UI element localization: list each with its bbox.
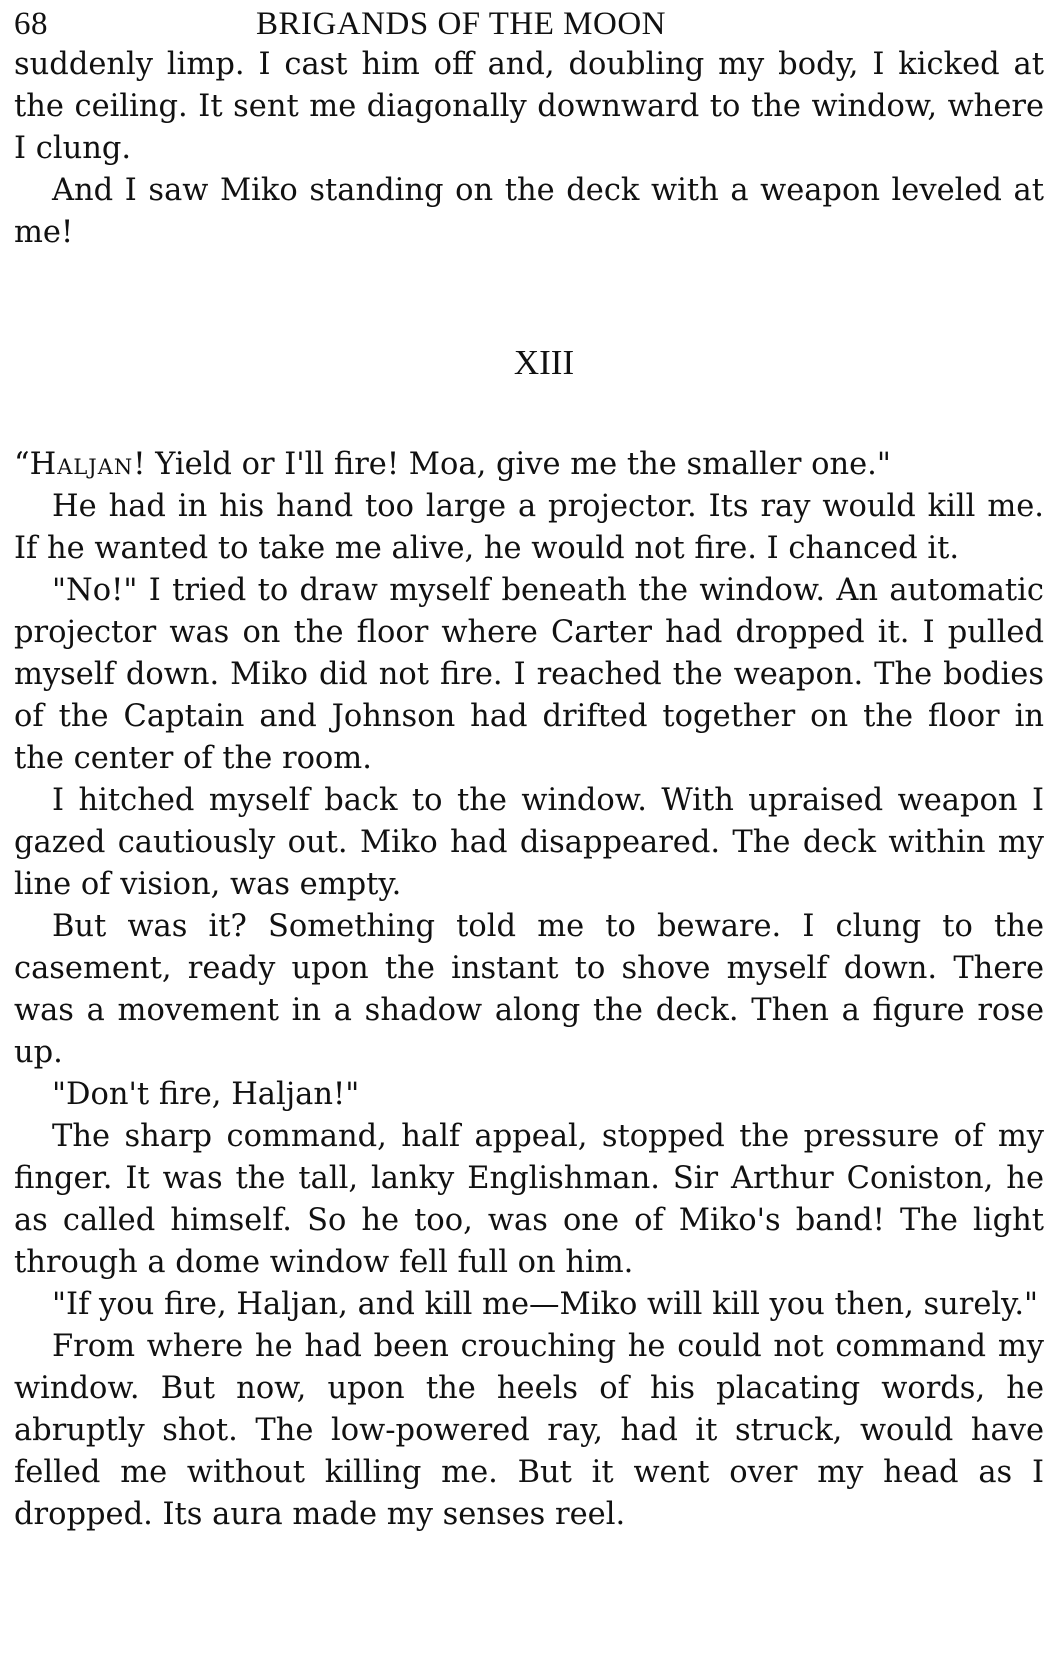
book-page bbox=[14, 0, 1044, 1536]
chapter-number: XIII bbox=[513, 343, 575, 382]
body-text bbox=[14, 44, 1044, 254]
speaker-name-smallcaps: Haljan bbox=[29, 447, 134, 482]
first-paragraph-rest: ! Yield or I'll fire! Moa, give me the smaller one." bbox=[133, 447, 891, 482]
paragraph: He had in his hand too large a projector. Its ray would kill me. If he wanted to take me alive, he would not fire. I chanced it. bbox=[14, 489, 1044, 566]
page-header bbox=[14, 0, 1044, 44]
chapter-text bbox=[14, 444, 1044, 1536]
paragraph: "No!" I tried to draw myself beneath the window. An automatic projector was on the floor where Carter had dropped it. I pulled myself down. Miko did not fire. I reached the weapon. The bodies of the Captain and Johnson had drifted together on the floor in the center of the room. bbox=[14, 573, 1044, 776]
chapter-heading bbox=[14, 342, 1044, 444]
chapter-first-paragraph: “Haljan! Yield or I'll fire! Moa, give me the smaller one." bbox=[14, 447, 891, 482]
paragraph-continued: suddenly limp. I cast him off and, doubling my body, I kicked at the ceiling. It sent me diagonally downward to the window, where I clung. bbox=[14, 47, 1044, 166]
paragraph: The sharp command, half appeal, stopped the pressure of my finger. It was the tall, lanky Englishman. Sir Arthur Coniston, he as called himself. So he too, was one of Miko's band! The light through a dome window fell full on him. bbox=[14, 1119, 1044, 1280]
page-number: 68 bbox=[14, 6, 48, 42]
running-title: BRIGANDS OF THE MOON bbox=[256, 6, 667, 42]
paragraph: "If you fire, Haljan, and kill me—Miko will kill you then, surely." bbox=[52, 1287, 1039, 1322]
paragraph: But was it? Something told me to beware. I clung to the casement, ready upon the instant to shove myself down. There was a movement in a shadow along the deck. Then a figure rose up. bbox=[14, 909, 1044, 1070]
paragraph: And I saw Miko standing on the deck with a weapon leveled at me! bbox=[14, 173, 1044, 250]
paragraph: I hitched myself back to the window. With upraised weapon I gazed cautiously out. Miko had disappeared. The deck within my line of vision, was empty. bbox=[14, 783, 1044, 902]
paragraph: From where he had been crouching he could not command my window. But now, upon the heels of his placating words, he abruptly shot. The low-powered ray, had it struck, would have felled me without killing me. But it went over my head as I dropped. Its aura made my senses reel. bbox=[14, 1329, 1044, 1532]
paragraph: "Don't fire, Haljan!" bbox=[52, 1077, 360, 1112]
